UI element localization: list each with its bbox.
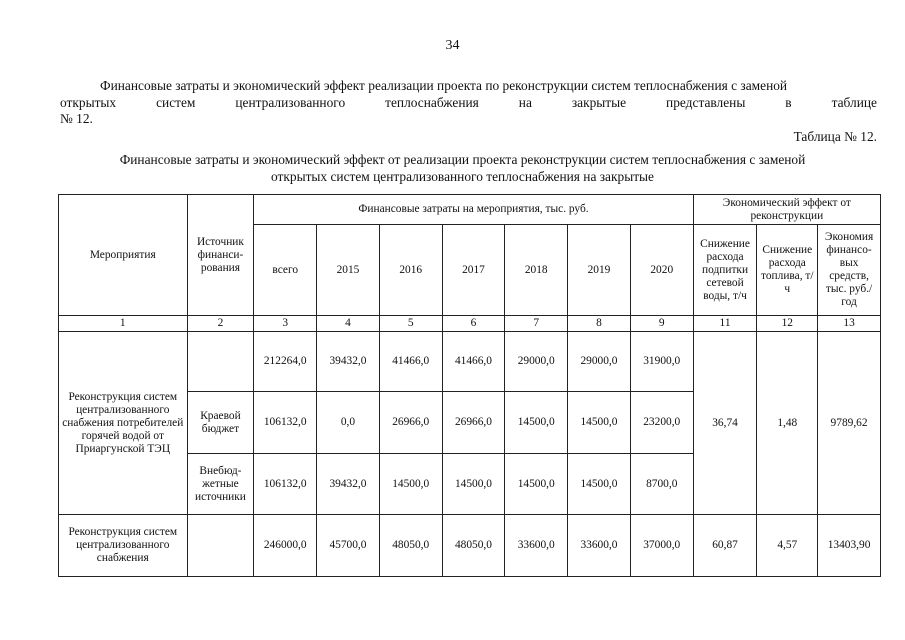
intro-line-3: № 12.: [60, 111, 93, 126]
col-number: 12: [757, 316, 818, 332]
header-year: 2015: [317, 225, 380, 316]
effect-savings-cell: 13403,90: [818, 515, 881, 577]
year-cell: 33600,0: [505, 515, 568, 577]
header-measures: Мероприятия: [59, 195, 188, 316]
col-number: 3: [254, 316, 317, 332]
table-title: [40, 152, 885, 185]
header-year: 2017: [442, 225, 505, 316]
col-number: 5: [379, 316, 442, 332]
header-year: 2016: [379, 225, 442, 316]
table-row: [59, 515, 881, 577]
effect-fuel-cell: 4,57: [757, 515, 818, 577]
header-year: 2019: [568, 225, 631, 316]
total-cell: 212264,0: [254, 332, 317, 392]
total-cell: 106132,0: [254, 454, 317, 515]
year-cell: 48050,0: [442, 515, 505, 577]
year-cell: 29000,0: [568, 332, 631, 392]
source-cell: Внебюд-жетные источники: [187, 454, 254, 515]
effect-savings-cell: 9789,62: [818, 332, 881, 515]
year-cell: 48050,0: [379, 515, 442, 577]
header-effect-savings: Экономия финансо-вых средств, тыс. руб./год: [818, 225, 881, 316]
table-title-line-2: открытых систем централизованного теплоснабжения на закрытые: [271, 168, 654, 184]
year-cell: 14500,0: [379, 454, 442, 515]
col-number: 13: [818, 316, 881, 332]
table-title-line-1: Финансовые затраты и экономический эффект от реализации проекта реконструкции систем теплоснабжения с заменой: [119, 152, 806, 167]
effect-fuel-cell: 1,48: [757, 332, 818, 515]
intro-paragraph: [60, 78, 877, 128]
source-cell: [187, 332, 254, 392]
col-number: 8: [568, 316, 631, 332]
col-number: 6: [442, 316, 505, 332]
total-cell: 246000,0: [254, 515, 317, 577]
col-number: 11: [693, 316, 757, 332]
column-numbers-row: [59, 316, 881, 332]
year-cell: 14500,0: [568, 392, 631, 454]
year-cell: 26966,0: [442, 392, 505, 454]
year-cell: 31900,0: [630, 332, 693, 392]
year-cell: 41466,0: [442, 332, 505, 392]
year-cell: 45700,0: [317, 515, 380, 577]
year-cell: 39432,0: [317, 454, 380, 515]
page-number: 34: [445, 38, 460, 53]
col-number: 1: [59, 316, 188, 332]
header-effect-group: Экономический эффект от реконструкции: [693, 195, 880, 225]
year-cell: 26966,0: [379, 392, 442, 454]
year-cell: 8700,0: [630, 454, 693, 515]
col-number: 7: [505, 316, 568, 332]
measure-cell: Реконструкция систем централизованного снабжения: [59, 515, 188, 577]
year-cell: 39432,0: [317, 332, 380, 392]
source-cell: [187, 515, 254, 577]
table-row: [59, 332, 881, 392]
year-cell: 29000,0: [505, 332, 568, 392]
header-row-1: [59, 195, 881, 225]
source-cell: Краевой бюджет: [187, 392, 254, 454]
header-year: 2020: [630, 225, 693, 316]
table-label: Таблица № 12.: [793, 129, 877, 144]
intro-line-1: Финансовые затраты и экономический эффект реализации проекта по реконструкции систем теплоснабжения с заменой: [100, 78, 788, 93]
year-cell: 41466,0: [379, 332, 442, 392]
total-cell: 106132,0: [254, 392, 317, 454]
year-cell: 14500,0: [505, 454, 568, 515]
financial-table: [58, 194, 881, 577]
header-total: всего: [254, 225, 317, 316]
col-number: 9: [630, 316, 693, 332]
header-source: Источник финанси-рования: [187, 195, 254, 316]
effect-water-cell: 60,87: [693, 515, 757, 577]
year-cell: 14500,0: [568, 454, 631, 515]
year-cell: 14500,0: [442, 454, 505, 515]
header-effect-water: Снижение расхода подпитки сетевой воды, т/ч: [693, 225, 757, 316]
year-cell: 14500,0: [505, 392, 568, 454]
header-costs-group: Финансовые затраты на мероприятия, тыс. руб.: [254, 195, 693, 225]
header-year: 2018: [505, 225, 568, 316]
effect-water-cell: 36,74: [693, 332, 757, 515]
year-cell: 37000,0: [630, 515, 693, 577]
intro-line-2: открытых систем централизованного теплоснабжения на закрытые представлены в таблице: [60, 94, 877, 110]
header-effect-fuel: Снижение расхода топлива, т/ч: [757, 225, 818, 316]
col-number: 4: [317, 316, 380, 332]
measure-cell: Реконструкция систем централизованного снабжения потребителей горячей водой от Приаргунской ТЭЦ: [59, 332, 188, 515]
year-cell: 23200,0: [630, 392, 693, 454]
year-cell: 33600,0: [568, 515, 631, 577]
year-cell: 0,0: [317, 392, 380, 454]
col-number: 2: [187, 316, 254, 332]
